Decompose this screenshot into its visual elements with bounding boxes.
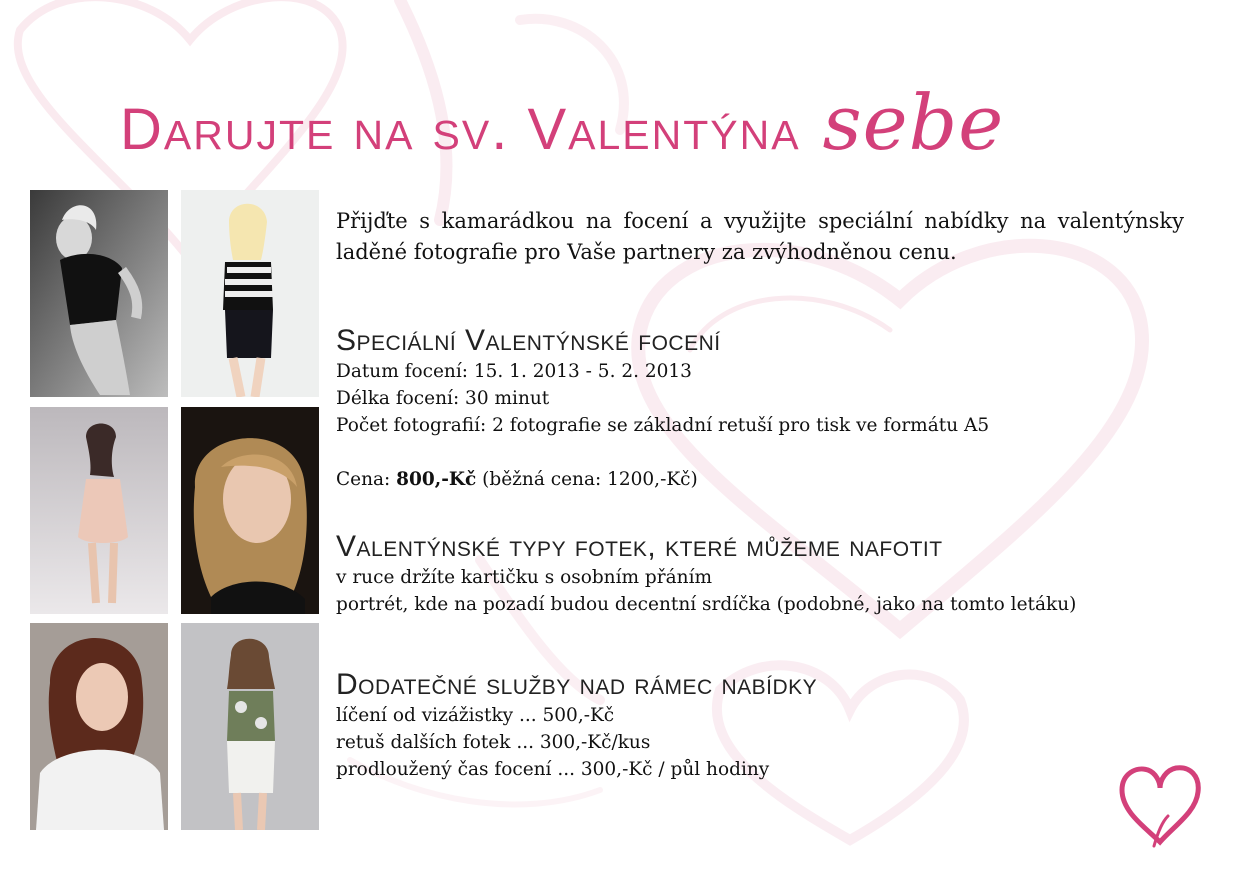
offer-length: Délka focení: 30 minut: [336, 388, 550, 409]
extras-heading: Dodatečné služby nad rámec nabídky: [336, 668, 818, 701]
offer-date: Datum focení: 15. 1. 2013 - 5. 2. 2013: [336, 361, 692, 382]
title-main: Darujte na sv. Valentýna: [120, 97, 801, 162]
offer-price: [336, 466, 1186, 493]
extras-item: prodloužený čas focení ... 300,-Kč / půl hodiny: [336, 759, 770, 780]
types-item: v ruce držíte kartičku s osobním přáním: [336, 567, 713, 588]
photo-woman-pink-dress-icon: [30, 407, 168, 614]
title-accent: sebe: [822, 78, 1005, 167]
page-title: [120, 78, 1004, 167]
photo-woman-striped-top-icon: [181, 190, 319, 397]
main-content: [336, 206, 1186, 783]
photo-woman-black-white-lingerie-icon: [30, 190, 168, 397]
price-regular: (běžná cena: 1200,-Kč): [482, 469, 698, 490]
offer-photo-count: Počet fotografií: 2 fotografie se základní retuší pro tisk ve formátu A5: [336, 415, 990, 436]
intro-paragraph: Přijďte s kamarádkou na focení a využijte speciální nabídky na valentýnsky laděné fotografie pro Vaše partnery za zvýhodněnou cenu.: [336, 209, 1184, 264]
extras-item: retuš dalších fotek ... 300,-Kč/kus: [336, 732, 651, 753]
offer-heading: Speciální Valentýnské focení: [336, 324, 721, 357]
photo-woman-white-sweater-icon: [30, 623, 168, 830]
photo-woman-curly-blonde-portrait-icon: [181, 407, 319, 614]
extras-item: líčení od vizážistky ... 500,-Kč: [336, 705, 615, 726]
types-item: portrét, kde na pozadí budou decentní srdíčka (podobné, jako na tomto letáku): [336, 594, 1077, 615]
heart-logo-icon: [1116, 762, 1204, 852]
price-label: Cena:: [336, 469, 391, 490]
price-value: 800,-Kč: [396, 469, 477, 490]
photo-woman-floral-top-icon: [181, 623, 319, 830]
types-heading: Valentýnské typy fotek, které můžeme nafotit: [336, 530, 943, 563]
